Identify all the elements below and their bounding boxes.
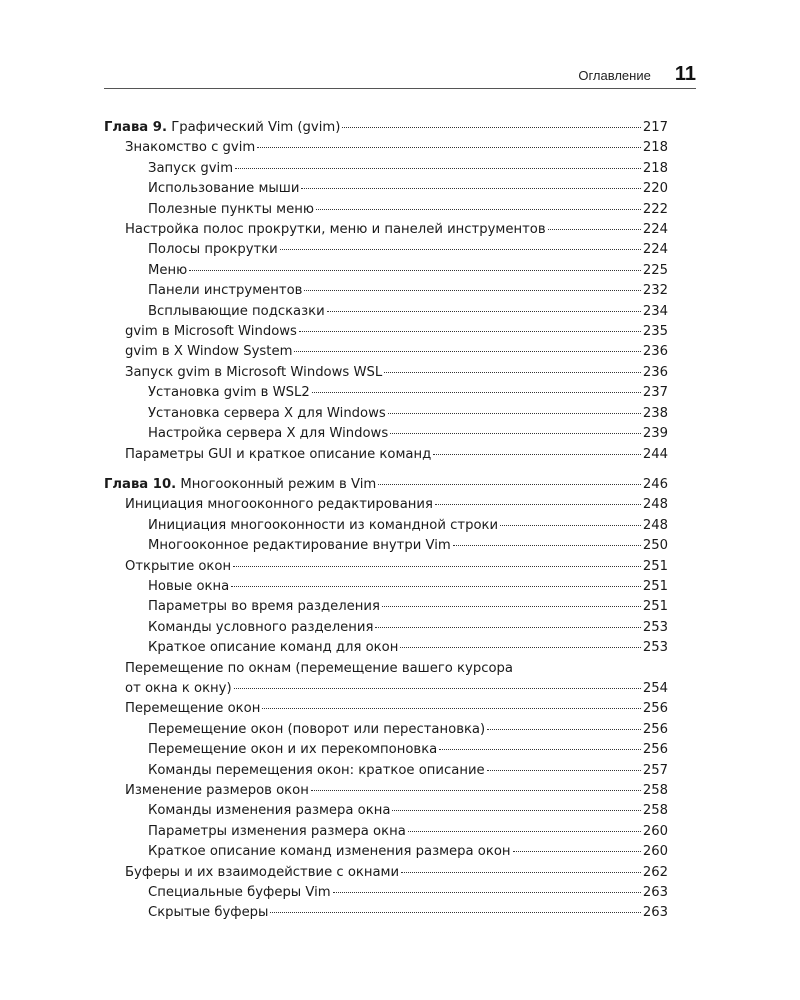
chapter-heading: [104, 475, 668, 495]
leader-dots: [453, 544, 641, 546]
leader-dots: [270, 911, 640, 913]
toc-entry: [104, 322, 668, 342]
entry-title: Знакомство с gvim: [125, 140, 256, 156]
entry-title: Полезные пункты меню: [148, 201, 314, 217]
page-number: 253: [642, 640, 668, 656]
leader-dots: [316, 208, 641, 210]
toc-entry: [104, 761, 668, 781]
leader-dots: [342, 126, 640, 128]
leader-dots: [487, 728, 641, 730]
entry-title: gvim в X Window System: [125, 344, 293, 360]
page-number: 235: [642, 324, 668, 340]
toc-entry: [104, 383, 668, 403]
page-number: 256: [642, 721, 668, 737]
page-number: 263: [642, 885, 668, 901]
toc-entry: [104, 883, 668, 903]
entry-title: Перемещение окон: [125, 701, 261, 717]
entry-title: Краткое описание команд для окон: [148, 640, 399, 656]
chapter-9: [104, 118, 668, 465]
page-number: 248: [642, 497, 668, 513]
page-number: 224: [642, 222, 668, 238]
page-number: 258: [642, 803, 668, 819]
entry-title: Запуск gvim: [148, 160, 234, 176]
leader-dots: [262, 707, 640, 709]
entry-title: Параметры изменения размера окна: [148, 823, 406, 839]
page-number: 263: [642, 905, 668, 921]
page-number: 238: [642, 405, 668, 421]
chapter-title: Графический Vim (gvim): [171, 120, 341, 135]
entry-title: Панели инструментов: [148, 283, 303, 299]
toc-entry: [104, 200, 668, 220]
toc-entry: [104, 801, 668, 821]
header-page-number: 11: [674, 63, 696, 85]
entry-title: Использование мыши: [148, 181, 300, 197]
leader-dots: [487, 769, 641, 771]
page-number: 256: [642, 742, 668, 758]
toc-entry: [104, 261, 668, 281]
entry-title: Параметры GUI и краткое описание команд: [125, 446, 432, 462]
page-number: 250: [642, 538, 668, 554]
toc-entry: [104, 842, 668, 862]
leader-dots: [234, 687, 641, 689]
entry-title: Скрытые буферы: [148, 905, 269, 921]
leader-dots: [301, 187, 640, 189]
toc-entry: [104, 424, 668, 444]
entry-title: gvim в Microsoft Windows: [125, 324, 297, 340]
leader-dots: [257, 146, 641, 148]
toc-entry: [104, 618, 668, 638]
page-number: 217: [642, 120, 668, 135]
page-number: 246: [642, 476, 668, 492]
chapter-prefix: Глава 10.: [104, 476, 177, 492]
toc-entry: [104, 679, 668, 699]
page-number: 236: [642, 364, 668, 380]
toc-entry: [104, 302, 668, 322]
leader-dots: [294, 350, 640, 352]
toc-entry: [104, 781, 668, 801]
entry-title: Открытие окон: [125, 558, 232, 574]
entry-title: от окна к окну): [125, 680, 232, 696]
entry-title: Буферы и их взаимодействие с окнами: [125, 864, 400, 880]
page-number: 232: [642, 283, 668, 299]
page-number: 251: [642, 578, 668, 594]
header-title: Оглавление: [578, 68, 651, 83]
chapter-heading: [104, 118, 668, 138]
entry-title-line1: Перемещение по окнам (перемещение вашего курсора: [125, 660, 513, 676]
entry-title: Перемещение окон и их перекомпоновка: [148, 742, 438, 758]
leader-dots: [378, 483, 641, 485]
toc-entry: [104, 445, 668, 465]
leader-dots: [388, 412, 641, 414]
leader-dots: [235, 167, 641, 169]
page-number: 218: [642, 160, 668, 176]
toc-entry: [104, 863, 668, 883]
toc-entry: [104, 577, 668, 597]
leader-dots: [382, 605, 641, 607]
leader-dots: [312, 391, 641, 393]
entry-title: Полосы прокрутки: [148, 242, 278, 258]
entry-title: Установка gvim в WSL2: [148, 385, 310, 401]
leader-dots: [311, 789, 641, 791]
entry-title: Перемещение окон (поворот или перестановка): [148, 721, 486, 737]
toc-entry: [104, 536, 668, 556]
entry-title: Параметры во время разделения: [148, 599, 380, 615]
leader-dots: [433, 453, 641, 455]
leader-dots: [513, 850, 641, 852]
page-number: 234: [642, 303, 668, 319]
leader-dots: [408, 830, 641, 832]
leader-dots: [500, 524, 641, 526]
entry-title: Команды условного разделения: [148, 619, 374, 635]
entry-title: Настройка полос прокрутки, меню и панелей инструментов: [125, 222, 546, 238]
page-number: 253: [642, 619, 668, 635]
page-number: 251: [642, 558, 668, 574]
toc-entry: [104, 342, 668, 362]
chapter-title: Многооконный режим в Vim: [180, 476, 377, 492]
toc-entry: [104, 720, 668, 740]
page-number: 248: [642, 517, 668, 533]
toc-entry: [104, 240, 668, 260]
toc-entry: [104, 597, 668, 617]
leader-dots: [280, 248, 641, 250]
page-number: 218: [642, 140, 668, 156]
entry-title: Запуск gvim в Microsoft Windows WSL: [125, 364, 383, 380]
toc-entry: [104, 516, 668, 536]
page-number: 260: [642, 823, 668, 839]
entry-title: Многооконное редактирование внутри Vim: [148, 538, 451, 554]
toc-entry: [104, 699, 668, 719]
page-number: 236: [642, 344, 668, 360]
entry-title: Инициация многооконности из командной строки: [148, 517, 499, 533]
leader-dots: [233, 565, 641, 567]
page-number: 256: [642, 701, 668, 717]
page-number: 262: [642, 864, 668, 880]
toc-entry: [104, 281, 668, 301]
toc-entry: [104, 495, 668, 515]
toc-entry: [104, 740, 668, 760]
page-number: 260: [642, 844, 668, 860]
leader-dots: [375, 626, 640, 628]
entry-title: Всплывающие подсказки: [148, 303, 325, 319]
entry-title: Специальные буферы Vim: [148, 885, 331, 901]
chapter-10: [104, 475, 668, 924]
leader-dots: [189, 269, 641, 271]
toc-entry: [104, 404, 668, 424]
page-number: 237: [642, 385, 668, 401]
toc-entry: [104, 179, 668, 199]
toc-entry: [104, 903, 668, 923]
toc-entry: [104, 822, 668, 842]
page-number: 244: [642, 446, 668, 462]
leader-dots: [231, 585, 641, 587]
header-rule: [104, 88, 696, 89]
entry-title: Настройка сервера X для Windows: [148, 426, 389, 442]
running-header: [104, 62, 696, 86]
toc-entry: [104, 220, 668, 240]
entry-title: Изменение размеров окон: [125, 783, 309, 798]
leader-dots: [299, 330, 641, 332]
entry-title: Команды изменения размера окна: [148, 803, 391, 819]
leader-dots: [400, 646, 641, 648]
page-number: 220: [642, 181, 668, 197]
toc-entry: [104, 138, 668, 158]
page-number: 254: [642, 680, 668, 696]
table-of-contents: [104, 118, 668, 934]
page-number: 257: [642, 762, 668, 778]
leader-dots: [392, 809, 640, 811]
page-number: 239: [642, 426, 668, 442]
leader-dots: [384, 371, 641, 373]
page-number: 224: [642, 242, 668, 258]
entry-title: Новые окна: [148, 578, 230, 594]
page-number: 225: [642, 262, 668, 278]
entry-title: Инициация многооконного редактирования: [125, 497, 433, 513]
leader-dots: [439, 748, 641, 750]
page-number: 222: [642, 201, 668, 217]
leader-dots: [401, 871, 641, 873]
page-number: 251: [642, 599, 668, 615]
leader-dots: [304, 289, 640, 291]
toc-entry: [104, 638, 668, 658]
entry-title: Команды перемещения окон: краткое описание: [148, 762, 485, 778]
toc-entry: [104, 159, 668, 179]
entry-title: Установка сервера X для Windows: [148, 405, 386, 421]
toc-entry: [104, 557, 668, 577]
entry-title: Краткое описание команд изменения размера окон: [148, 844, 511, 860]
leader-dots: [390, 432, 641, 434]
leader-dots: [327, 310, 641, 312]
entry-title: Меню: [148, 262, 188, 278]
leader-dots: [435, 503, 641, 505]
page-number: 258: [642, 783, 668, 798]
chapter-prefix: Глава 9.: [104, 120, 167, 135]
leader-dots: [333, 891, 641, 893]
toc-entry: [104, 363, 668, 383]
leader-dots: [548, 228, 641, 230]
